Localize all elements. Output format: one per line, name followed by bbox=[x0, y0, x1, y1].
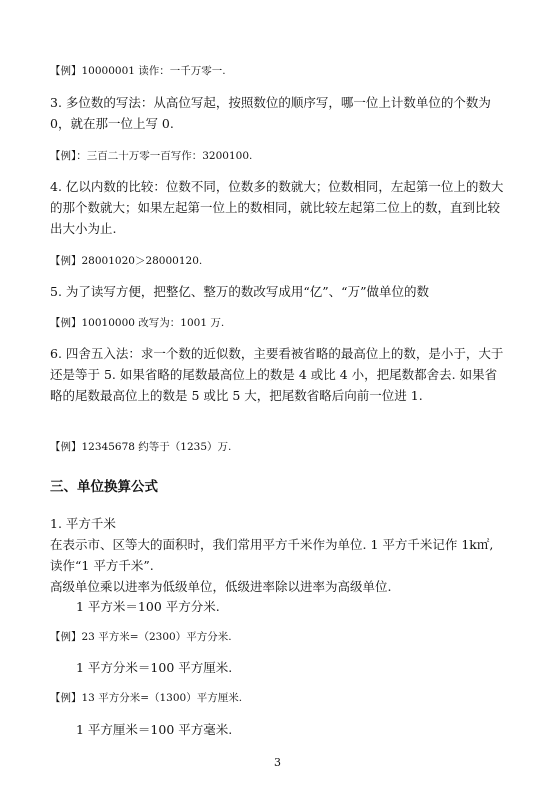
page-number: 3 bbox=[274, 756, 281, 769]
rule-5-rewrite-units: 5. 为了读写方便，把整亿、整万的数改写成用“亿”、“万”做单位的数 bbox=[50, 284, 429, 299]
rule-4-comparing-numbers: 4. 亿以内数的比较：位数不同，位数多的数就大；位数相同，左起第一位上的数大的那个数就大；如果左起第一位上的数相同，就比较左起第二位上的数，直到比较出大小为止. bbox=[50, 179, 504, 236]
rule-3-writing-numbers: 3. 多位数的写法：从高位写起，按照数位的顺序写，哪一位上计数单位的个数为 0，就在那一位上写 0. bbox=[50, 95, 491, 131]
subsection-title-square-km: 1. 平方千米 bbox=[50, 516, 116, 531]
example-rounding: 【例】12345678 约等于（1235）万. bbox=[50, 441, 232, 453]
formula-sqm-to-sqdm: 1 平方米＝100 平方分米. bbox=[76, 599, 220, 614]
example-compare: 【例】28001020＞28000120. bbox=[50, 255, 203, 267]
formula-sqcm-to-sqmm: 1 平方厘米＝100 平方毫米. bbox=[76, 722, 233, 737]
square-km-description: 在表示市、区等大的面积时，我们常用平方千米作为单位. 1 平方千米记作 1k㎡, 读作“1 平方千米”. bbox=[50, 537, 494, 573]
conversion-rule: 高级单位乘以进率为低级单位，低级进率除以进率为高级单位. bbox=[50, 579, 392, 594]
formula-sqdm-to-sqcm: 1 平方分米＝100 平方厘米. bbox=[76, 660, 233, 675]
example-sqm: 【例】23 平方米=（2300）平方分米. bbox=[50, 631, 232, 643]
example-sqdm: 【例】13 平方分米=（1300）平方厘米. bbox=[50, 692, 243, 704]
example-write-number: 【例】：三百二十万零一百写作：3200100. bbox=[50, 150, 253, 162]
example-read-number: 【例】10000001 读作：一千万零一. bbox=[50, 65, 226, 77]
example-rewrite: 【例】10010000 改写为：1001 万. bbox=[50, 317, 225, 329]
rule-6-rounding: 6. 四舍五入法：求一个数的近似数，主要看被省略的最高位上的数，是小于，大于还是等于 5. 如果省略的尾数最高位上的数是 4 或比 4 小，把尾数都舍去. 如果省略的尾数最高位上的数是 5 或比 5 大，把尾数省略后向前一位进 1. bbox=[50, 346, 504, 403]
section-heading-unit-conversion: 三、单位换算公式 bbox=[50, 479, 158, 495]
